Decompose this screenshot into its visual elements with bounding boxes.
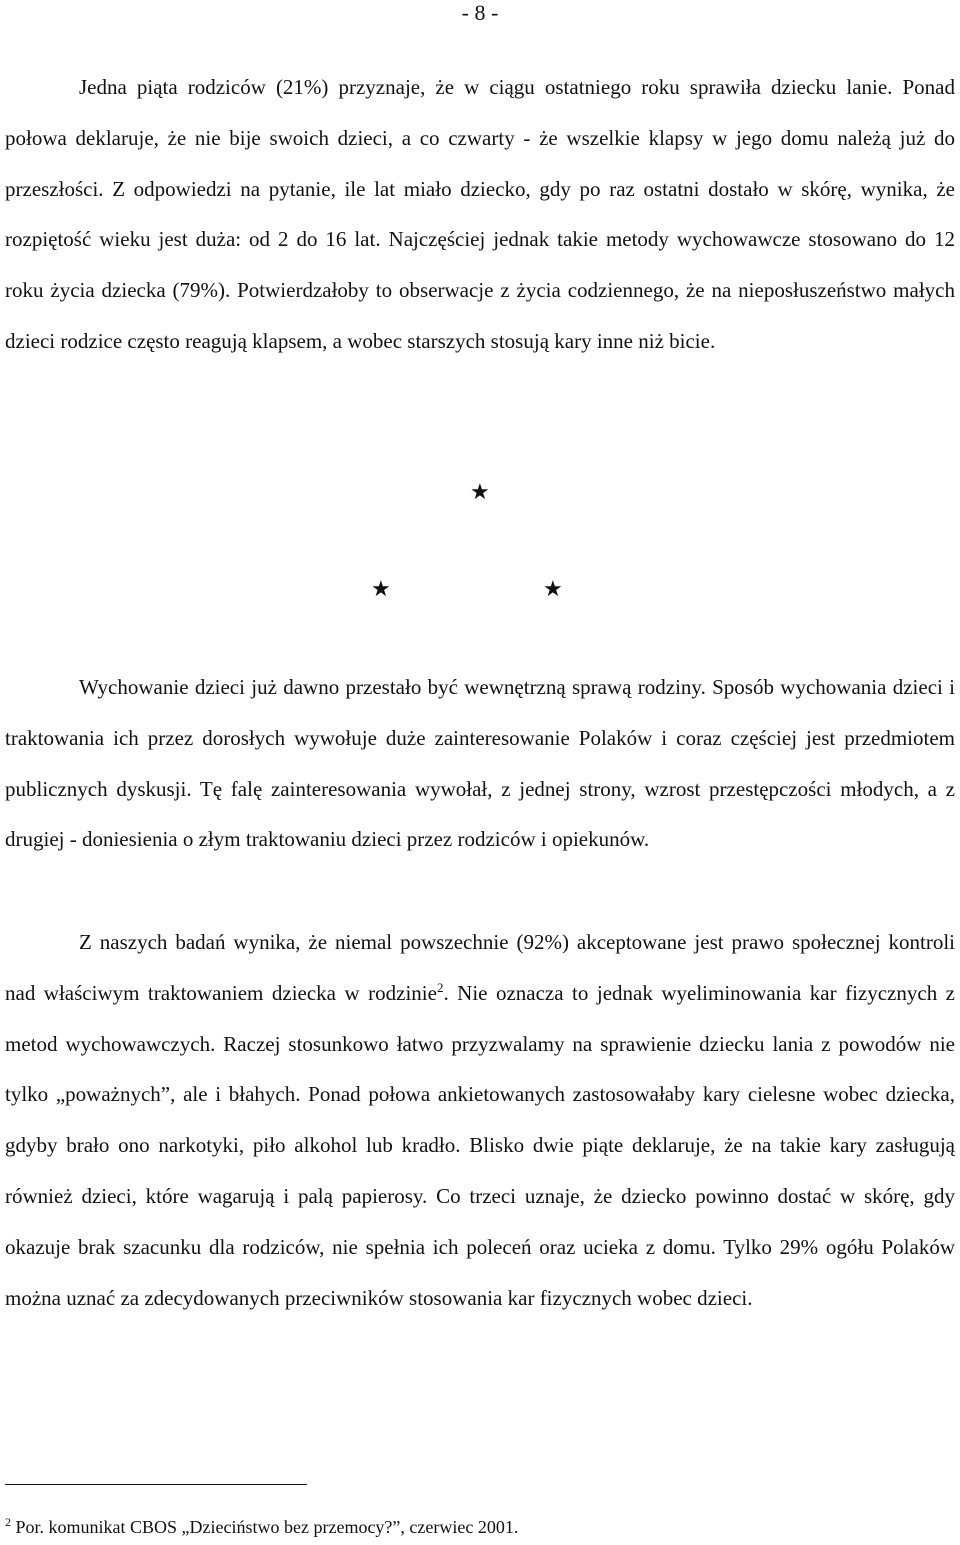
footnote-reference: 2	[436, 979, 444, 995]
paragraph-3-text-end: . Nie oznacza to jednak wyeliminowania kar fizycznych z metod wychowawczych. Raczej stosunkowo łatwo przyzwalamy na sprawienie dziecku lania z powodów nie tylko „poważnych”, ale i błahych. Ponad połowa ankietowanych zastosowałaby kary cielesne wobec dziecka, gdyby brało ono narkotyki, piło alkohol lub kradło. Blisko dwie piąte deklaruje, że na takie kary zasługują również dzieci, które wagarują i palą papierosy. Co trzeci uznaje, że dziecko powinno dostać w skórę, gdy okazuje brak szacunku dla rodziców, nie spełnia ich poleceń oraz ucieka z domu. Tylko 29% ogółu Polaków można uznać za zdecydowanych przeciwników stosowania kar fizycznych wobec dzieci.	[5, 980, 955, 1310]
paragraph-1: Jedna piąta rodziców (21%) przyznaje, że w ciągu ostatniego roku sprawiła dziecku lanie. Ponad połowa deklaruje, że nie bije swoich dzieci, a co czwarty - że wszelkie klapsy w jego domu należą już do przeszłości. Z odpowiedzi na pytanie, ile lat miało dziecko, gdy po raz ostatni dostało w skórę, wynika, że rozpiętość wieku jest duża: od 2 do 16 lat. Najczęściej jednak takie metody wychowawcze stosowano do 12 roku życia dziecka (79%). Potwierdzałoby to obserwacje z życia codziennego, że na nieposłuszeństwo małych dzieci rodzice często reagują klapsem, a wobec starszych stosują kary inne niż bicie.	[5, 75, 955, 353]
paragraph-3	[5, 917, 955, 1323]
footnote-text: Por. komunikat CBOS „Dzieciństwo bez przemocy?”, czerwiec 2001.	[11, 1517, 519, 1537]
page-number: - 8 -	[461, 0, 499, 25]
footnote-number: 2	[5, 1515, 11, 1529]
footnote-divider	[5, 1484, 307, 1485]
separator-star-icon: ★	[470, 479, 490, 504]
separator-star-icon: ★	[371, 576, 391, 601]
paragraph-2: Wychowanie dzieci już dawno przestało być wewnętrzną sprawą rodziny. Sposób wychowania dzieci i traktowania ich przez dorosłych wywołuje duże zainteresowanie Polaków i coraz częściej jest przedmiotem publicznych dyskusji. Tę falę zainteresowania wywołał, z jednej strony, wzrost przestępczości młodych, a z drugiej - doniesienia o złym traktowaniu dzieci przez rodziców i opiekunów.	[5, 675, 955, 852]
footnote	[5, 1516, 518, 1538]
separator-star-icon: ★	[543, 576, 563, 601]
paragraph-3-text-start: Z naszych badań wynika, że niemal powszechnie (92%) akceptowane jest prawo społecznej kontroli nad właściwym traktowaniem dziecka w rodzinie	[5, 930, 955, 1005]
